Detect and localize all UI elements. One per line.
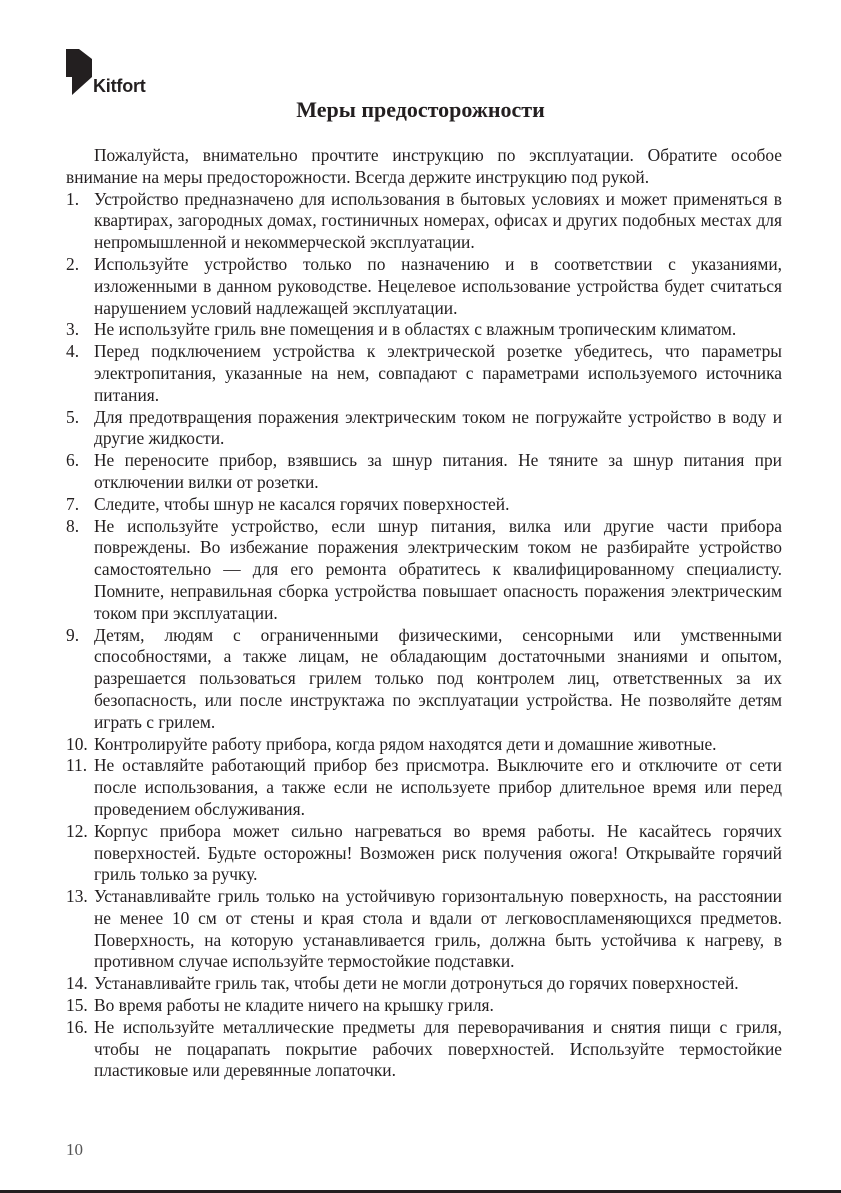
list-item-text: Не используйте металлические предметы для переворачивания и снятия пищи с гриля, чтобы не поцарапать покрытие рабочих поверхностей. Используйте термостойкие пластиковые или деревянные лопаточки. <box>94 1016 782 1081</box>
list-item <box>66 973 782 995</box>
list-item-number: 10. <box>66 733 88 754</box>
list-item-number: 2. <box>66 253 80 274</box>
safety-rules-list <box>66 189 782 1083</box>
list-item <box>66 407 782 451</box>
list-item-text: Устанавливайте гриль так, чтобы дети не могли дотронуться до горячих поверхностей. <box>94 973 739 994</box>
list-item-text: Во время работы не кладите ничего на крышку гриля. <box>94 995 494 1016</box>
document-body <box>66 145 782 1082</box>
list-item-number: 8. <box>66 515 80 536</box>
list-item-text: Используйте устройство только по назначению и в соответствии с указаниями, изложенными в данном руководстве. Нецелевое использование устройства будет считаться нарушением условий надлежащей эксплуатации. <box>94 253 782 318</box>
list-item <box>66 494 782 516</box>
list-item-text: Не используйте устройство, если шнур питания, вилка или другие части прибора повреждены. Во избежание поражения электрическим током не разбирайте устройство самостоятельно — для его ремонта обратитесь к квалифицированному специалисту. Помните, неправильная сборка устройства повышает опасность поражения электрическим током при эксплуатации. <box>94 515 782 623</box>
list-item <box>66 625 782 734</box>
list-item-text: Корпус прибора может сильно нагреваться во время работы. Не касайтесь горячих поверхностей. Будьте осторожны! Возможен риск получения ожога! Открывайте горячий гриль только за ручку. <box>94 820 782 885</box>
intro-paragraph: Пожалуйста, внимательно прочтите инструкцию по эксплуатации. Обратите особое внимание на меры предосторожности. Всегда держите инструкцию под рукой. <box>66 145 782 187</box>
list-item-text: Контролируйте работу прибора, когда рядом находятся дети и домашние животные. <box>94 733 717 754</box>
list-item <box>66 755 782 820</box>
list-item-text: Не используйте гриль вне помещения и в областях с влажным тропическим климатом. <box>94 319 737 340</box>
list-item <box>66 995 782 1017</box>
list-item-text: Детям, людям с ограниченными физическими, сенсорными или умственными способностями, а также лицам, не обладающим достаточными знаниями и опытом, разрешается пользоваться грилем только под контролем лиц, ответственных за их безопасность, или после инструктажа по эксплуатации устройства. Не позволяйте детям играть с грилем. <box>94 624 782 732</box>
list-item-number: 16. <box>66 1016 88 1037</box>
brand-name: Kitfort <box>93 76 146 96</box>
list-item <box>66 189 782 254</box>
list-item <box>66 319 782 341</box>
list-item-text: Не переносите прибор, взявшись за шнур питания. Не тяните за шнур питания при отключении вилки от розетки. <box>94 450 782 492</box>
list-item <box>66 254 782 319</box>
list-item-text: Следите, чтобы шнур не касался горячих поверхностей. <box>94 493 510 514</box>
kitfort-logo-icon <box>66 49 92 97</box>
list-item-text: Не оставляйте работающий прибор без присмотра. Выключите его и отключите от сети после использования, а также если не используете прибор длительное время или перед проведением обслуживания. <box>94 755 782 819</box>
list-item-text: Устанавливайте гриль только на устойчивую горизонтальную поверхность, на расстоянии не менее 10 см от стены и края стола и вдали от легковоспламеняющихся предметов. Поверхность, на которую устанавливается гриль, должна быть устойчива к нагреву, в противном случае используйте термостойкие подставки. <box>94 886 782 972</box>
page-number: 10 <box>66 1140 83 1159</box>
list-item <box>66 450 782 494</box>
list-item-number: 6. <box>66 450 80 471</box>
list-item-text: Для предотвращения поражения электрическим током не погружайте устройство в воду и другие жидкости. <box>94 406 782 449</box>
list-item-number: 14. <box>66 973 88 994</box>
list-item <box>66 516 782 625</box>
list-item-number: 7. <box>66 493 80 514</box>
list-item <box>66 886 782 973</box>
list-item-number: 9. <box>66 624 80 645</box>
list-item-number: 3. <box>66 319 80 340</box>
list-item <box>66 1017 782 1082</box>
list-item-number: 1. <box>66 188 80 209</box>
brand-logo <box>66 49 166 99</box>
list-item-number: 15. <box>66 995 88 1016</box>
list-item <box>66 734 782 756</box>
list-item-number: 12. <box>66 820 88 841</box>
page-title: Меры предосторожности <box>296 97 545 122</box>
list-item-number: 13. <box>66 886 88 907</box>
list-item-number: 5. <box>66 406 80 427</box>
list-item <box>66 821 782 886</box>
list-item-number: 4. <box>66 341 80 362</box>
list-item-number: 11. <box>66 755 88 776</box>
list-item <box>66 341 782 406</box>
list-item-text: Устройство предназначено для использования в бытовых условиях и может применяться в квартирах, загородных домах, гостиничных номерах, офисах и других подобных местах для непромышленной и некоммерческой эксплуатации. <box>94 188 782 253</box>
list-item-text: Перед подключением устройства к электрической розетке убедитесь, что параметры электропитания, указанные на нем, совпадают с параметрами используемого источника питания. <box>94 341 782 405</box>
